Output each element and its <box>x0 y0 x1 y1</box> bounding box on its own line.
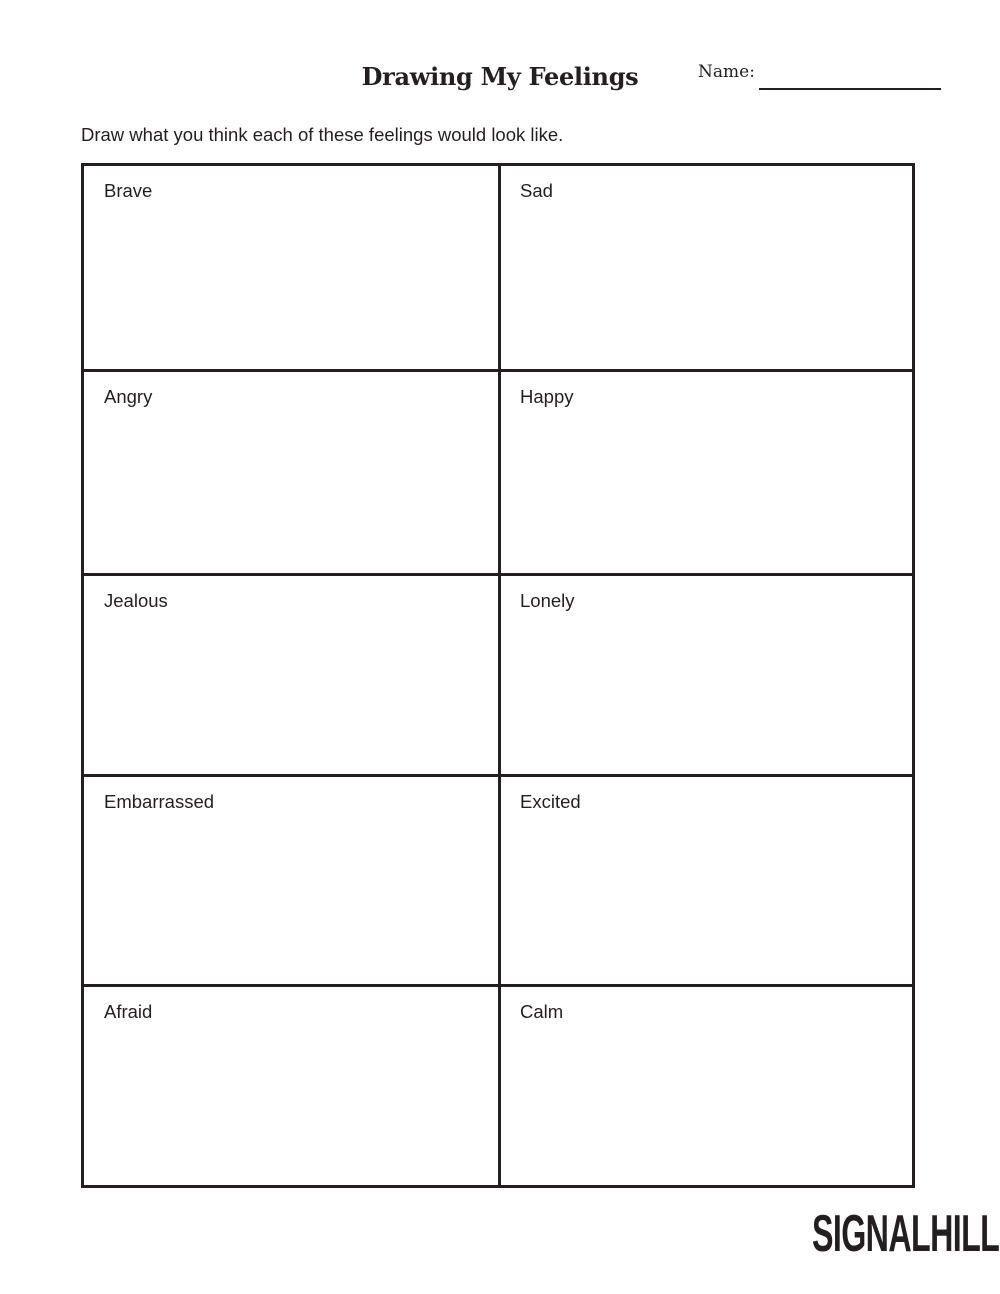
drawing-area[interactable] <box>501 821 912 984</box>
feeling-box-brave <box>84 166 501 372</box>
feeling-label: Angry <box>104 386 153 407</box>
feeling-label: Happy <box>520 386 574 407</box>
feeling-box-sad <box>501 166 912 372</box>
feeling-box-calm <box>501 987 912 1185</box>
feeling-label: Sad <box>520 180 553 201</box>
signalhill-logo: SIGNALHILL <box>812 1205 1000 1263</box>
worksheet-title: Drawing My Feelings <box>361 62 639 91</box>
drawing-area[interactable] <box>501 416 912 573</box>
feeling-box-angry <box>84 372 501 576</box>
feeling-box-excited <box>501 777 912 987</box>
feeling-box-embarrassed <box>84 777 501 987</box>
drawing-area[interactable] <box>501 620 912 774</box>
instructions-text: Draw what you think each of these feelings would look like. <box>81 124 564 145</box>
drawing-area[interactable] <box>84 1031 498 1185</box>
feeling-box-lonely <box>501 576 912 777</box>
name-label: Name: <box>698 62 755 82</box>
feeling-box-happy <box>501 372 912 576</box>
feeling-label: Brave <box>104 180 153 201</box>
feeling-label: Afraid <box>104 1001 153 1022</box>
drawing-area[interactable] <box>84 416 498 573</box>
drawing-area[interactable] <box>84 210 498 369</box>
drawing-area[interactable] <box>501 1031 912 1185</box>
feeling-label: Calm <box>520 1001 564 1022</box>
drawing-area[interactable] <box>84 620 498 774</box>
name-input[interactable] <box>759 88 941 90</box>
feelings-grid <box>81 163 915 1188</box>
feeling-box-jealous <box>84 576 501 777</box>
name-field-group <box>698 62 944 92</box>
feeling-label: Lonely <box>520 590 575 611</box>
feeling-box-afraid <box>84 987 501 1185</box>
feeling-label: Embarrassed <box>104 791 215 812</box>
feeling-label: Jealous <box>104 590 168 611</box>
feeling-label: Excited <box>520 791 581 812</box>
drawing-area[interactable] <box>501 210 912 369</box>
drawing-area[interactable] <box>84 821 498 984</box>
